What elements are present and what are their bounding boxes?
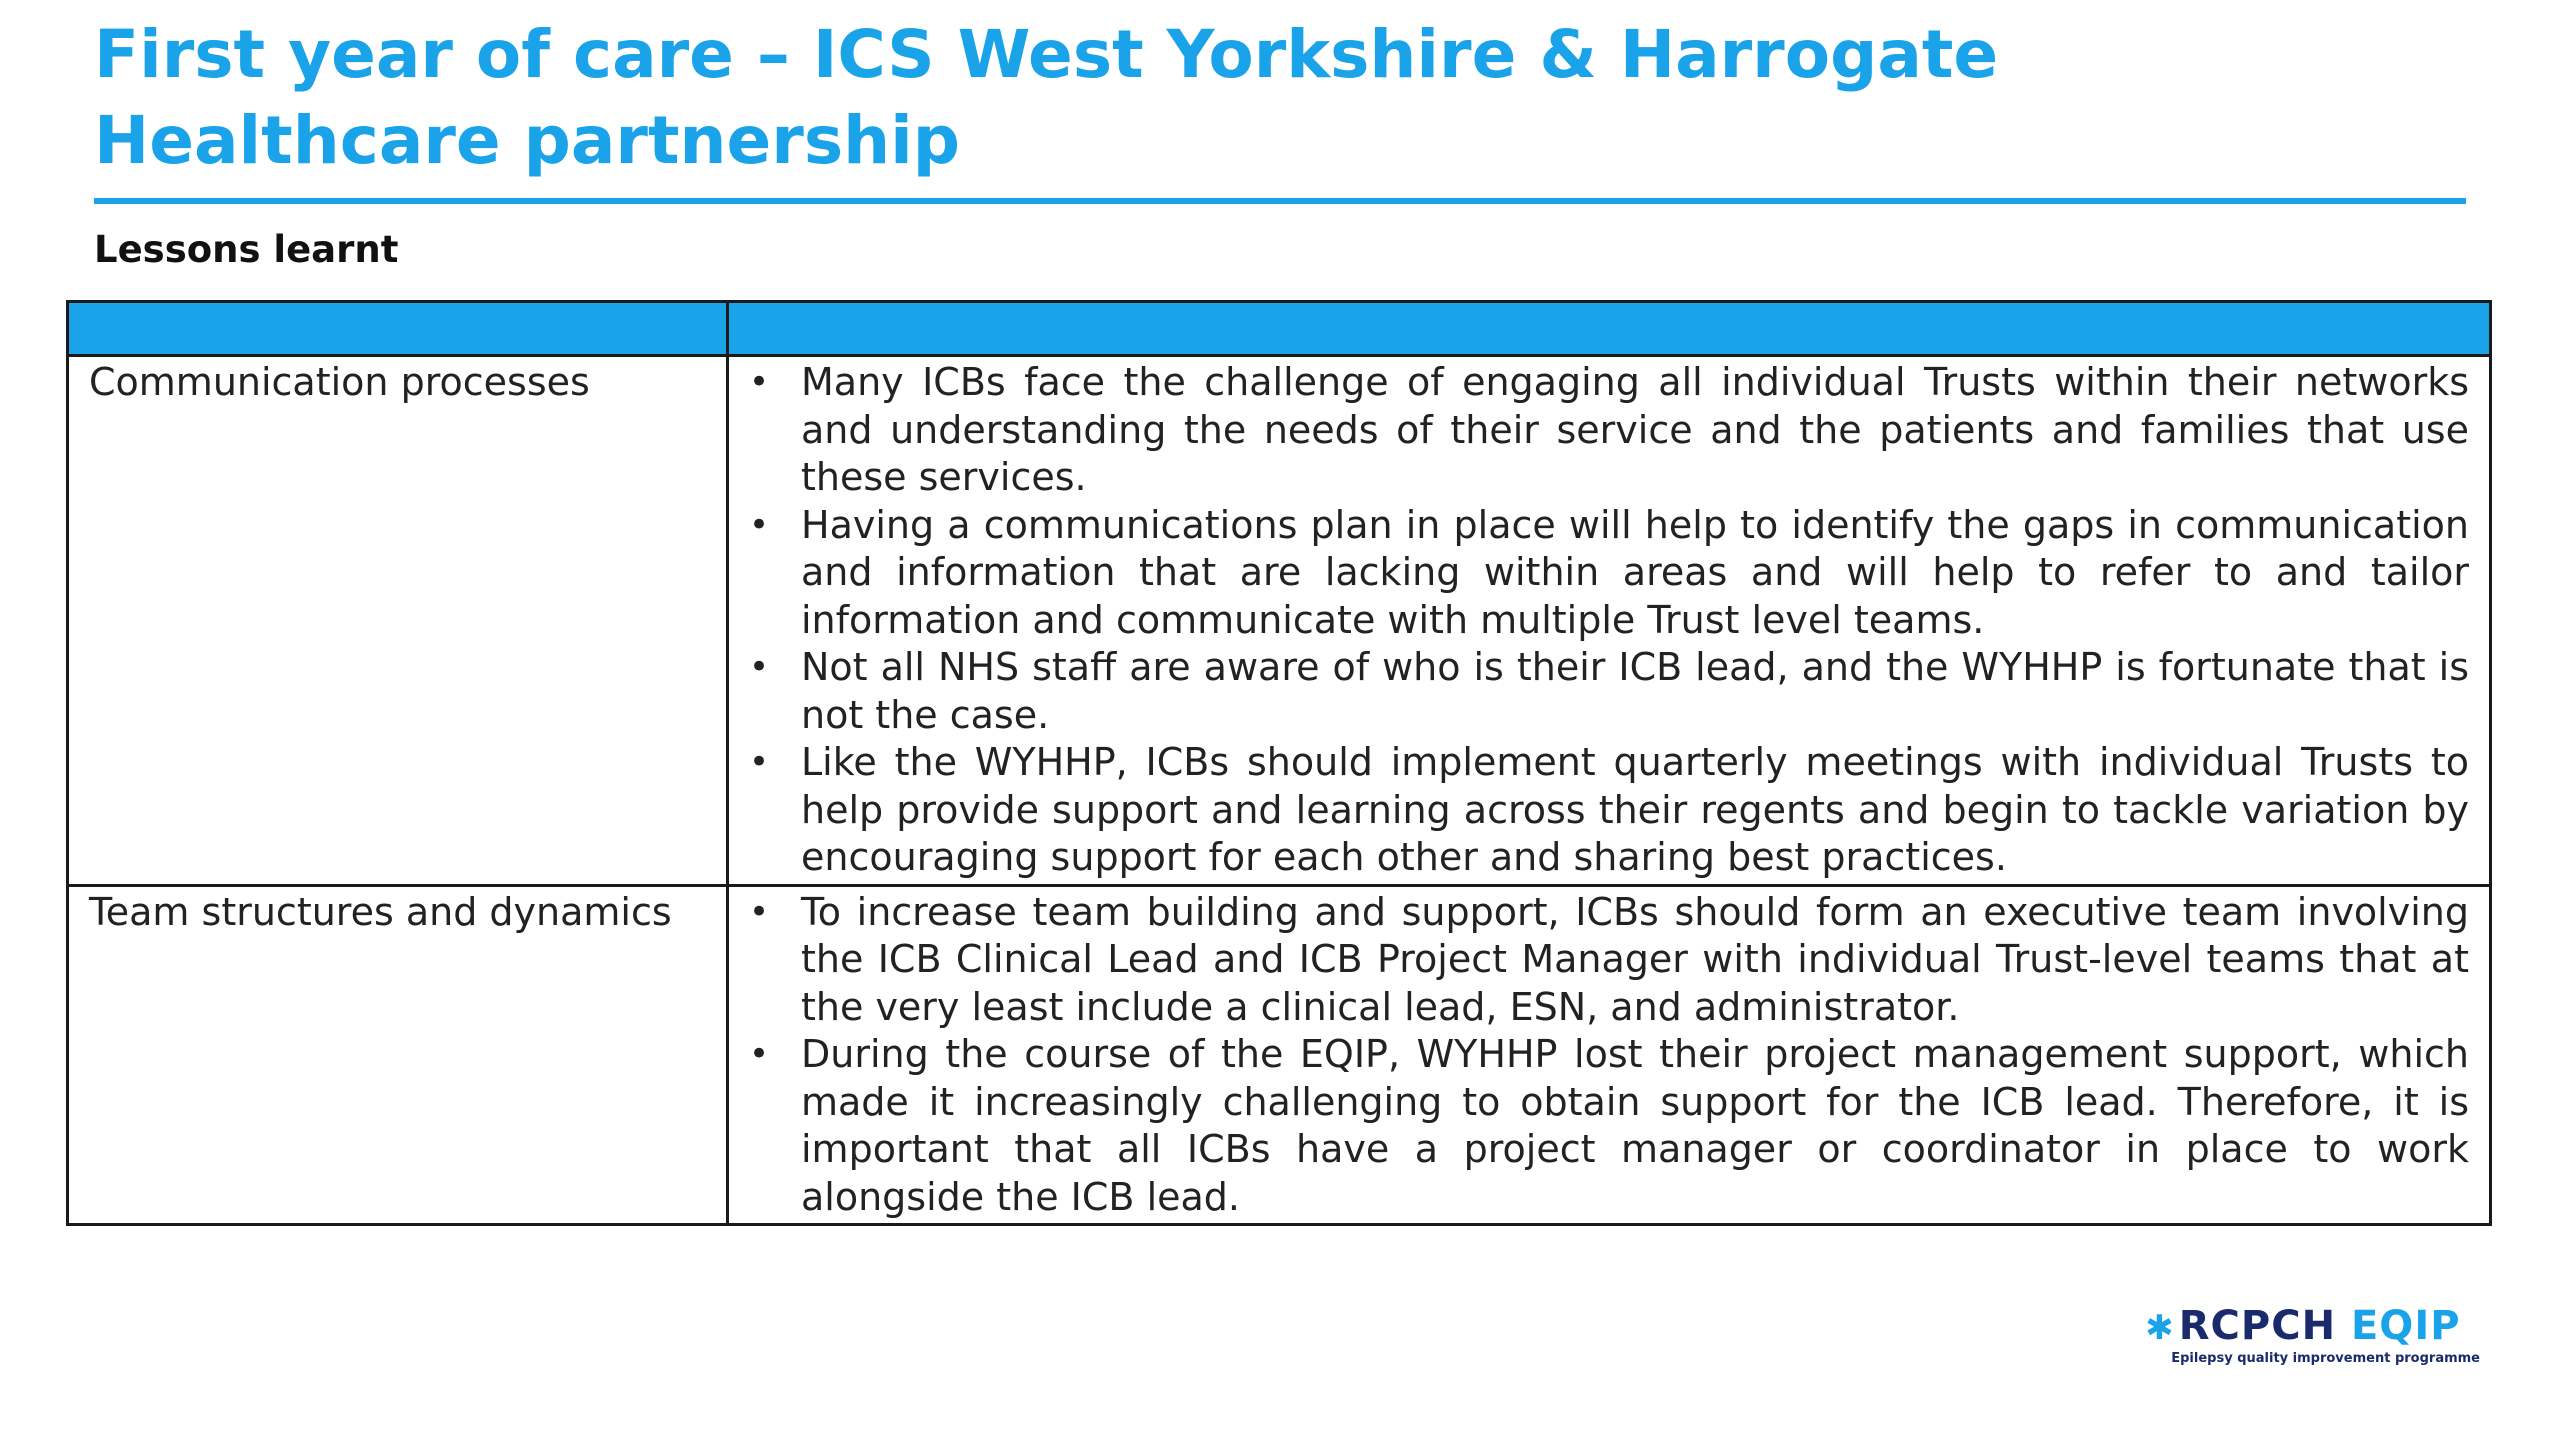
section-subtitle: Lessons learnt	[94, 228, 399, 271]
bullet-item	[743, 889, 2469, 1032]
bullet-text: To increase team building and support, ICBs should form an executive team involving the ICB Clinical Lead and ICB Project Manager with individual Trust-level teams that at the very least include a clinical lead, ESN, and administrator.	[801, 889, 2469, 1029]
bullet-icon: •	[749, 362, 770, 402]
bullet-item	[743, 502, 2469, 645]
slide-title-line-2: Healthcare partnership	[94, 102, 960, 179]
bullet-item	[743, 1031, 2469, 1221]
bullet-icon: •	[749, 891, 770, 932]
bullet-list	[743, 359, 2469, 882]
bullet-icon: •	[749, 742, 770, 782]
bullet-list	[743, 889, 2469, 1222]
bullet-text: Like the WYHHP, ICBs should implement quarterly meetings with individual Trusts to help provide support and learning across their regents and begin to tackle variation by encouraging support for each other and sharing best practices.	[801, 740, 2469, 879]
bullet-item	[743, 644, 2469, 739]
lessons-table	[66, 300, 2492, 1226]
rcpch-eqip-logo	[2145, 1304, 2480, 1368]
bullet-icon: •	[749, 647, 770, 687]
table-header-points	[728, 302, 2491, 356]
bullet-item	[743, 359, 2469, 502]
table-header-topic	[68, 302, 728, 356]
slide-title-line-1: First year of care – ICS West Yorkshire & Harrogate	[94, 16, 1999, 93]
table-header-row	[68, 302, 2491, 356]
points-cell	[728, 356, 2491, 886]
logo-name-eqip: EQIP	[2350, 1303, 2461, 1349]
bullet-text: Many ICBs face the challenge of engaging all individual Trusts within their networks and understanding the needs of their service and the patients and families that use these services.	[801, 360, 2469, 499]
bullet-icon: •	[749, 1034, 770, 1074]
topic-cell: Communication processes	[68, 356, 728, 886]
bullet-text: Not all NHS staff are aware of who is their ICB lead, and the WYHHP is fortunate that is not the case.	[801, 645, 2469, 737]
logo-wordmark	[2145, 1304, 2480, 1350]
bullet-text: During the course of the EQIP, WYHHP lost their project management support, which made it increasingly challenging to obtain support for the ICB lead. Therefore, it is important that all ICBs have a project manager or coordinator in place to work alongside the ICB lead.	[801, 1032, 2469, 1219]
bullet-item	[743, 739, 2469, 882]
bullet-icon: •	[749, 504, 770, 545]
topic-cell: Team structures and dynamics	[68, 885, 728, 1225]
points-cell	[728, 885, 2491, 1225]
slide-title	[94, 12, 2294, 184]
logo-tagline: Epilepsy quality improvement programme	[2171, 1351, 2480, 1366]
bullet-text: Having a communications plan in place will help to identify the gaps in communication and information that are lacking within areas and will help to refer to and tailor information and communicate with multiple Trust level teams.	[801, 502, 2469, 642]
table-row	[68, 885, 2491, 1225]
title-underline	[94, 198, 2466, 204]
star-icon: ✱	[2145, 1308, 2175, 1348]
logo-name-rcpch: RCPCH	[2178, 1303, 2337, 1349]
table-row	[68, 356, 2491, 886]
